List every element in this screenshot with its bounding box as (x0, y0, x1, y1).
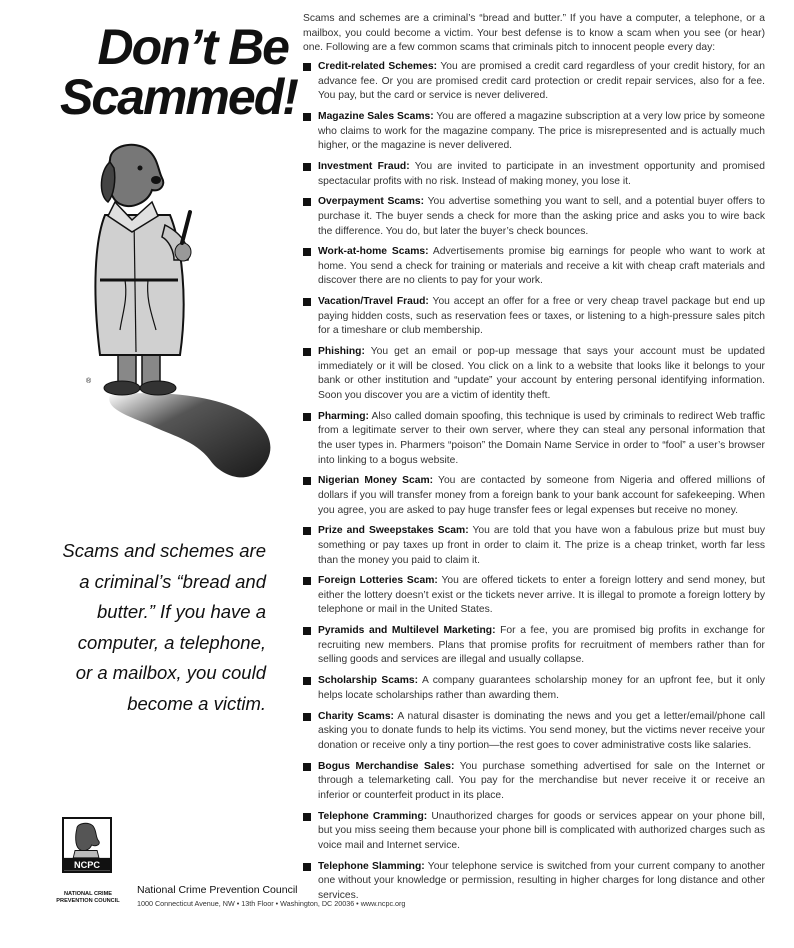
logo-caption-line-2: PREVENTION COUNCIL (56, 898, 120, 904)
square-bullet-icon (303, 863, 311, 871)
scam-description: Your telephone service is switched from your current company to another one without your knowledge or permission, resulting in higher charges for long distance and other services. (318, 860, 765, 901)
scam-description: You purchase something advertised for sale on the Internet or through a telemarketing call. You pay for the merchandise but never receive it or receive an inferior or counterfeit product in its place. (318, 760, 765, 801)
square-bullet-icon (303, 763, 311, 771)
scam-name: Vacation/Travel Fraud: (318, 296, 429, 308)
scam-item (303, 410, 765, 468)
scam-name: Prize and Sweepstakes Scam: (318, 525, 469, 537)
scam-description: A company guarantees scholarship money for an upfront fee, but it only helps locate scholarships rather than awarding them. (318, 675, 765, 701)
logo-acronym: NCPC (73, 860, 101, 870)
scam-description: For a fee, you are promised big profits in exchange for recruiting new members. Plans that promise profits for recruitment of members rather than for selling goods and services are illegal and usually collapse. (318, 625, 765, 666)
scam-item (303, 524, 765, 568)
scam-item (303, 195, 765, 239)
square-bullet-icon (303, 348, 311, 356)
square-bullet-icon (303, 113, 311, 121)
scam-item (303, 110, 765, 154)
square-bullet-icon (303, 413, 311, 421)
scam-name: Charity Scams: (318, 710, 394, 722)
scam-name: Pyramids and Multilevel Marketing: (318, 625, 496, 637)
scam-description: You advertise something you want to sell, and a potential buyer offers to purchase it. The buyer sends a check for more than the asking price and asks you to wire back the difference. You do, but later the buyer’s check bounces. (318, 196, 765, 237)
scam-description: Unauthorized charges for goods or services appear on your phone bill, but you miss seeing them because your phone bill is complicated with authorized charges such as voice mail and Internet service. (318, 810, 766, 851)
square-bullet-icon (303, 477, 311, 485)
scam-name: Nigerian Money Scam: (318, 475, 434, 487)
scam-description: You are contacted by someone from Nigeria and offered millions of dollars if you will transfer money from a foreign bank to your bank account for safekeeping. When you agree, you are asked to pay huge transfer fees or legal expenses but receive no money. (318, 475, 765, 516)
ncpc-logo (62, 817, 112, 873)
square-bullet-icon (303, 248, 311, 256)
scam-item (303, 474, 765, 518)
logo-caption (52, 891, 124, 905)
page-title (60, 19, 297, 125)
scam-item (303, 160, 765, 189)
scam-description: Advertisements promise big earnings for people who want to work at home. You send a check for training or materials and receive a kit with cheap craft materials and discover there are no clients to pay for your work. (318, 246, 765, 287)
scam-name: Telephone Cramming: (318, 810, 428, 822)
scam-item (303, 574, 765, 618)
scam-name: Bogus Merchandise Sales: (318, 760, 455, 772)
title-line-1: Don’t Be (97, 19, 288, 75)
scam-description: A natural disaster is dominating the news and you get a letter/email/phone call asking you to donate funds to help its victims. You send money, but the victims never receive your donation or receive only a tiny portion—the rest goes to cover administrative costs like salaries. (318, 710, 765, 751)
scam-item (303, 624, 765, 668)
square-bullet-icon (303, 527, 311, 535)
scam-name: Phishing: (318, 346, 365, 358)
scam-list (303, 60, 765, 909)
scam-name: Pharming: (318, 410, 369, 422)
square-bullet-icon (303, 713, 311, 721)
scam-name: Work-at-home Scams: (318, 246, 429, 258)
footer-address: 1000 Connecticut Avenue, NW • 13th Floor • Washington, DC 20036 • www.ncpc.org (137, 899, 406, 908)
scam-name: Investment Fraud: (318, 160, 410, 172)
square-bullet-icon (303, 298, 311, 306)
footer-org-name: National Crime Prevention Council (137, 884, 298, 896)
mascot-shadow (109, 393, 270, 477)
scam-name: Credit-related Schemes: (318, 61, 438, 72)
scam-description: Also called domain spoofing, this technique is used by criminals to redirect Web traffic from a legitimate server to their own server, where they can steal any personal information that the user types in. Pharmers “poison” the Domain Name Service in order to “fool” a user’s browser into linking to a bogus website. (318, 410, 765, 466)
pull-quote: Scams and schemes are a criminal’s “bread and butter.” If you have a computer, a telephone, or a mailbox, you could become a victim. (62, 540, 266, 714)
scam-description: You are offered a magazine subscription at a very low price by someone who claims to work for the magazine company. The price is misrepresented and is actually much higher, or the magazine is never delivered. (318, 110, 765, 152)
logo-caption-line-1: NATIONAL CRIME (64, 891, 112, 897)
square-bullet-icon (303, 577, 311, 585)
scam-item (303, 760, 765, 804)
scam-item (303, 245, 765, 289)
scam-name: Magazine Sales Scams: (318, 110, 434, 122)
scam-description: You are offered tickets to enter a foreign lottery and send money, but either the lottery doesn’t exist or the tickets never arrive. It is illegal to promote a foreign lottery by telephone or mail in the United States. (318, 575, 765, 616)
registered-mark: ® (86, 378, 92, 385)
square-bullet-icon (303, 627, 311, 635)
scam-description: You are told that you have won a fabulous prize but must buy something or pay taxes up front in order to claim it. The prize is a cheap trinket, worth far less than the money you paid to claim it. (318, 525, 765, 566)
scam-item (303, 295, 765, 339)
scam-name: Telephone Slamming: (318, 860, 425, 872)
scam-description: You are invited to participate in an investment opportunity and promised spectacular profits with no risk. Instead of making money, you lose it. (318, 160, 765, 187)
scam-description: You get an email or pop-up message that says your account must be updated immediately or it will be closed. You click on a link to a website that looks like it belongs to your bank or other institution and “update” your account by entering personal identifying information. Soon you discover you are a victim of identity theft. (318, 346, 765, 401)
square-bullet-icon (303, 813, 311, 821)
scam-item (303, 345, 765, 403)
title-line-2: Scammed! (60, 69, 297, 125)
scam-name: Foreign Lotteries Scam: (318, 575, 438, 587)
scam-description: You are promised a credit card regardless of your credit history, for an advance fee. Or you are promised credit card protection or credit repair services, also for a fee. You pay, but the card or service is never delivered. (318, 61, 765, 102)
square-bullet-icon (303, 63, 311, 71)
scam-name: Overpayment Scams: (318, 196, 425, 208)
mascot-illustration (70, 140, 290, 485)
scam-item (303, 810, 765, 854)
scam-item (303, 710, 765, 754)
scam-item (303, 860, 765, 904)
square-bullet-icon (303, 163, 311, 171)
square-bullet-icon (303, 677, 311, 685)
scam-item (303, 674, 765, 703)
scam-description: You accept an offer for a free or very cheap travel package but end up paying hidden costs, such as reservation fees or taxes, or listening to a high-pressure sales pitch for a timeshare or club membership. (318, 296, 766, 337)
square-bullet-icon (303, 198, 311, 206)
scam-name: Scholarship Scams: (318, 675, 419, 687)
scam-item (303, 60, 765, 104)
intro-paragraph: Scams and schemes are a criminal’s “bread and butter.” If you have a computer, a telephone, or a mailbox, you could become a victim. Your best defense is to know a scam when you see (or hear) one. Following are a few common scams that criminals pitch to innocent people every day: (303, 13, 765, 54)
